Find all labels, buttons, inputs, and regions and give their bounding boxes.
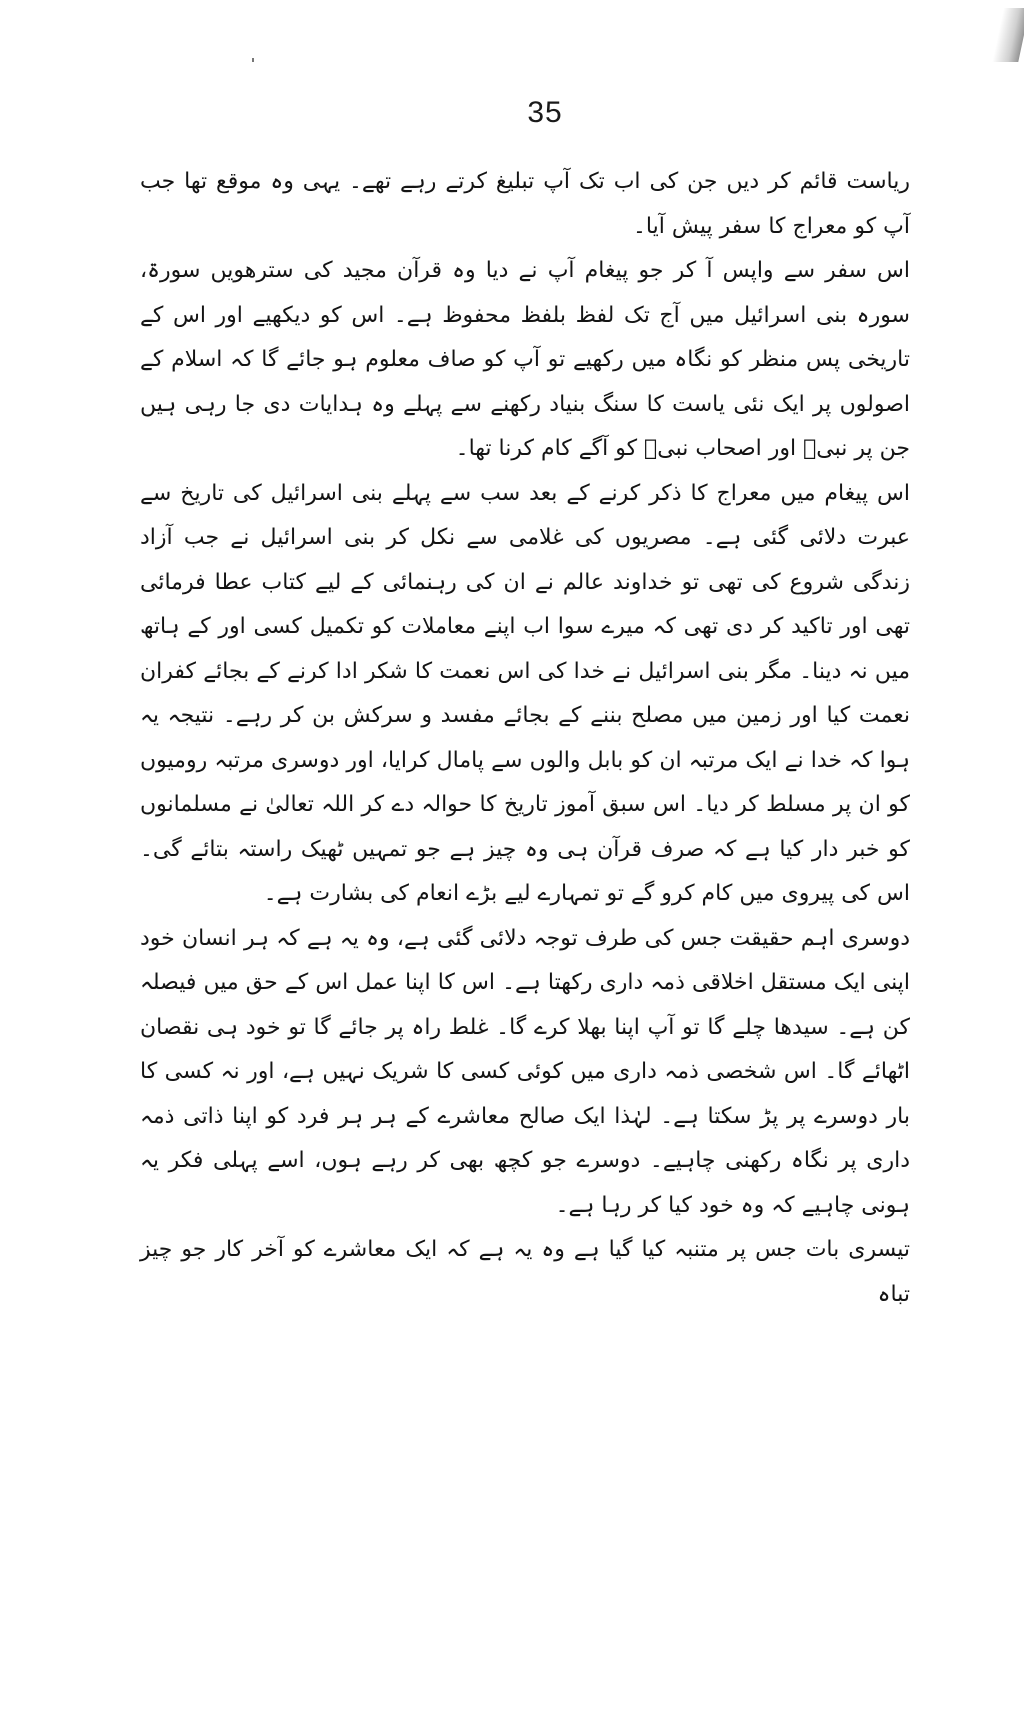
scan-speck	[252, 58, 254, 62]
paragraph-1: ریاست قائم کر دیں جن کی اب تک آپ تبلیغ کرتے رہے تھے۔ یہی وہ موقع تھا جب آپ کو معراج کا سفر پیش آیا۔	[140, 169, 910, 239]
paragraph-5: تیسری بات جس پر متنبہ کیا گیا ہے وہ یہ ہے کہ ایک معاشرے کو آخر کار جو چیز تباہ	[140, 1237, 910, 1307]
page-body	[140, 160, 910, 1317]
paragraph-4: دوسری اہم حقیقت جس کی طرف توجہ دلائی گئی ہے، وہ یہ ہے کہ ہر انسان خود اپنی ایک مستقل اخلاقی ذمہ داری رکھتا ہے۔ اس کا اپنا عمل اس کے حق میں فیصلہ کن ہے۔ سیدھا چلے گا تو آپ اپنا بھلا کرے گا۔ غلط راہ پر جائے گا تو خود ہی نقصان اٹھائے گا۔ اس شخصی ذمہ داری میں کوئی کسی کا شریک نہیں ہے، اور نہ کسی کا بار دوسرے پر پڑ سکتا ہے۔ لہٰذا ایک صالح معاشرے کے ہر ہر فرد کو اپنا ذاتی ذمہ داری پر نگاہ رکھنی چاہیے۔ دوسرے جو کچھ بھی کر رہے ہوں، اسے پہلی فکر یہ ہونی چاہیے کہ وہ خود کیا کر رہا ہے۔	[140, 925, 910, 1218]
page-edge-shadow	[992, 8, 1024, 62]
paragraph-3: اس پیغام میں معراج کا ذکر کرنے کے بعد سب سے پہلے بنی اسرائیل کی تاریخ سے عبرت دلائی گئی ہے۔ مصریوں کی غلامی سے نکل کر بنی اسرائیل نے جب آزاد زندگی شروع کی تھی تو خداوند عالم نے ان کی رہنمائی کے لیے کتاب عطا فرمائی تھی اور تاکید کر دی تھی کہ میرے سوا اب اپنے معاملات کو تکمیل کسی اور کے ہاتھ میں نہ دینا۔ مگر بنی اسرائیل نے خدا کی اس نعمت کا شکر ادا کرنے کے بجائے کفران نعمت کیا اور زمین میں مصلح بننے کے بجائے مفسد و سرکش بن کر رہے۔ نتیجہ یہ ہوا کہ خدا نے ایک مرتبہ ان کو بابل والوں سے پامال کرایا، اور دوسری مرتبہ رومیوں کو ان پر مسلط کر دیا۔ اس سبق آموز تاریخ کا حوالہ دے کر اللہ تعالیٰ نے مسلمانوں کو خبر دار کیا ہے کہ صرف قرآن ہی وہ چیز ہے جو تمہیں ٹھیک راستہ بتائے گی۔ اس کی پیروی میں کام کرو گے تو تمہارے لیے بڑے انعام کی بشارت ہے۔	[140, 480, 910, 906]
paragraph-2: اس سفر سے واپس آ کر جو پیغام آپ نے دیا وہ قرآن مجید کی سترھویں سورۃ، سورہ بنی اسرائیل میں آج تک لفظ بلفظ محفوظ ہے۔ اس کو دیکھیے اور اس کے تاریخی پس منظر کو نگاہ میں رکھیے تو آپ کو صاف معلوم ہو جائے گا کہ اسلام کے اصولوں پر ایک نئی یاست کا سنگ بنیاد رکھنے سے پہلے وہ ہدایات دی جا رہی ہیں جن پر نبیؐ اور اصحاب نبیؐ کو آگے کام کرنا تھا۔	[140, 258, 910, 461]
page-number: 35	[527, 96, 563, 129]
